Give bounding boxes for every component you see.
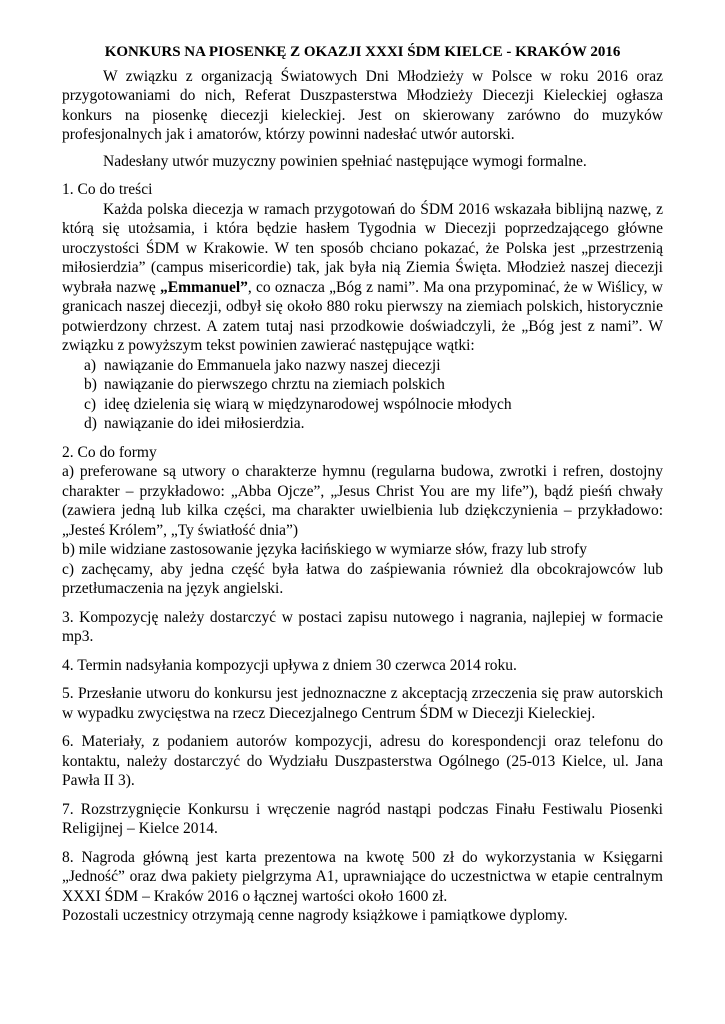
- list-item-text: ideę dzielenia się wiarą w międzynarodowej wspólnocie młodych: [104, 395, 512, 413]
- requirements-intro: Nadesłany utwór muzyczny powinien spełniać następujące wymogi formalne.: [103, 152, 587, 170]
- point-3: 3. Kompozycję należy dostarczyć w postaci zapisu nutowego i nagrania, najlepiej w formacie mp3.: [62, 608, 663, 645]
- section-content: [62, 180, 663, 434]
- section-1-text-before: Każda polska diecezja w ramach przygotowań do ŚDM 2016 wskazała biblijną nazwę, z którą się utożsamia, i która będzie hasłem Tygodnia w Diecezji poprzedzającego główne uroczystości ŚDM w Krakowie. W ten sposób chciano pokazać, że Polska jest „przestrzenią miłosierdzia” (campus misericordie) tak, jak była nią Ziemia Święta. Młodzież naszej diecezji wybrała nazwę: [62, 200, 663, 296]
- point-7: 7. Rozstrzygnięcie Konkursu i wręczenie nagród nastąpi podczas Finału Festiwalu Piosenki Religijnej – Kielce 2014.: [62, 800, 663, 837]
- themes-list: [62, 356, 663, 434]
- section-1-heading: 1. Co do treści: [62, 181, 153, 198]
- list-item: [62, 356, 663, 376]
- point-5: 5. Przesłanie utworu do konkursu jest jednoznaczne z akceptacją zrzeczenia się praw autorskich w wypadku zwycięstwa na rzecz Diecezjalnego Centrum ŚDM w Diecezji Kieleckiej.: [62, 685, 663, 722]
- list-marker: a): [84, 356, 97, 374]
- point-8: 8. Nagroda główną jest karta prezentowa na kwotę 500 zł do wykorzystania w Księgarni „Jedność” oraz dwa pakiety pielgrzyma A1, uprawniające do uczestnictwa w etapie centralnym XXXI ŚDM – Kraków 2016 o łącznej wartości około 1600 zł.: [62, 848, 663, 905]
- intro-paragraph: W związku z organizacją Światowych Dni Młodzieży w Polsce w roku 2016 oraz przygotowaniami do nich, Referat Duszpasterstwa Młodzieży Diecezji Kieleckiej ogłasza konkurs na piosenkę diecezji kieleckiej. Jest on skierowany zarówno do muzyków profesjonalnych jak i amatorów, którzy powinni nadesłać utwór autorski.: [62, 67, 663, 143]
- list-item: [62, 395, 663, 415]
- point-4: 4. Termin nadsyłania kompozycji upływa z dniem 30 czerwca 2014 roku.: [62, 656, 517, 674]
- point-6: 6. Materiały, z podaniem autorów kompozycji, adresu do korespondencji oraz telefonu do kontaktu, należy dostarczyć do Wydziału Duszpasterstwa Ogólnego (25-013 Kielce, ul. Jana Pawła II 3).: [62, 733, 663, 789]
- section-2-heading: 2. Co do formy: [62, 443, 157, 461]
- section-form: [62, 443, 663, 599]
- form-point-c: c) zachęcamy, aby jedna część była łatwa do zaśpiewania również dla obcokrajowców lub przetłumaczenia na język angielski.: [62, 560, 663, 597]
- section-1-paragraph: [62, 200, 663, 356]
- document-body: [62, 43, 663, 926]
- list-item-text: nawiązanie do idei miłosierdzia.: [104, 415, 305, 432]
- section-1-text-after: , co oznacza „Bóg z nami”. Ma ona przypominać, że w Wiślicy, w granicach naszej diecezji, odbył się około 880 roku pierwszy na ziemiach polskich, historycznie potwierdzony chrzest. A zatem tutaj nasi przodkowie doświadczyli, że „Bóg jest z nami”. W związku z powyższym tekst powinien zawierać następujące wątki:: [62, 278, 663, 354]
- list-item: [62, 375, 663, 395]
- list-marker: d): [84, 415, 97, 432]
- emmanuel-name: „Emmanuel”: [160, 278, 248, 296]
- list-item-text: nawiązanie do Emmanuela jako nazwy naszej diecezji: [104, 356, 441, 374]
- list-item-text: nawiązanie do pierwszego chrztu na ziemiach polskich: [104, 376, 445, 393]
- form-point-b: b) mile widziane zastosowanie języka łacińskiego w wymiarze słów, frazy lub strofy: [62, 541, 587, 558]
- list-marker: b): [84, 376, 97, 393]
- closing-note: Pozostali uczestnicy otrzymają cenne nagrody książkowe i pamiątkowe dyplomy.: [62, 907, 568, 924]
- list-item: [62, 414, 663, 434]
- document-title: KONKURS NA PIOSENKĘ Z OKAZJI XXXI ŚDM KIELCE - KRAKÓW 2016: [104, 44, 621, 60]
- list-marker: c): [84, 395, 97, 413]
- form-point-a: a) preferowane są utwory o charakterze hymnu (regularna budowa, zwrotki i refren, dostojny charakter – przykładowo: „Abba Ojcze”, „Jesus Christ You are my life”), bądź pieśń chwały (zawiera jedną lub kilka części, ma charakter uwielbienia lub dziękczynienia – przykładowo: „Jesteś Królem”, „Ty światłość dnia”): [62, 463, 663, 539]
